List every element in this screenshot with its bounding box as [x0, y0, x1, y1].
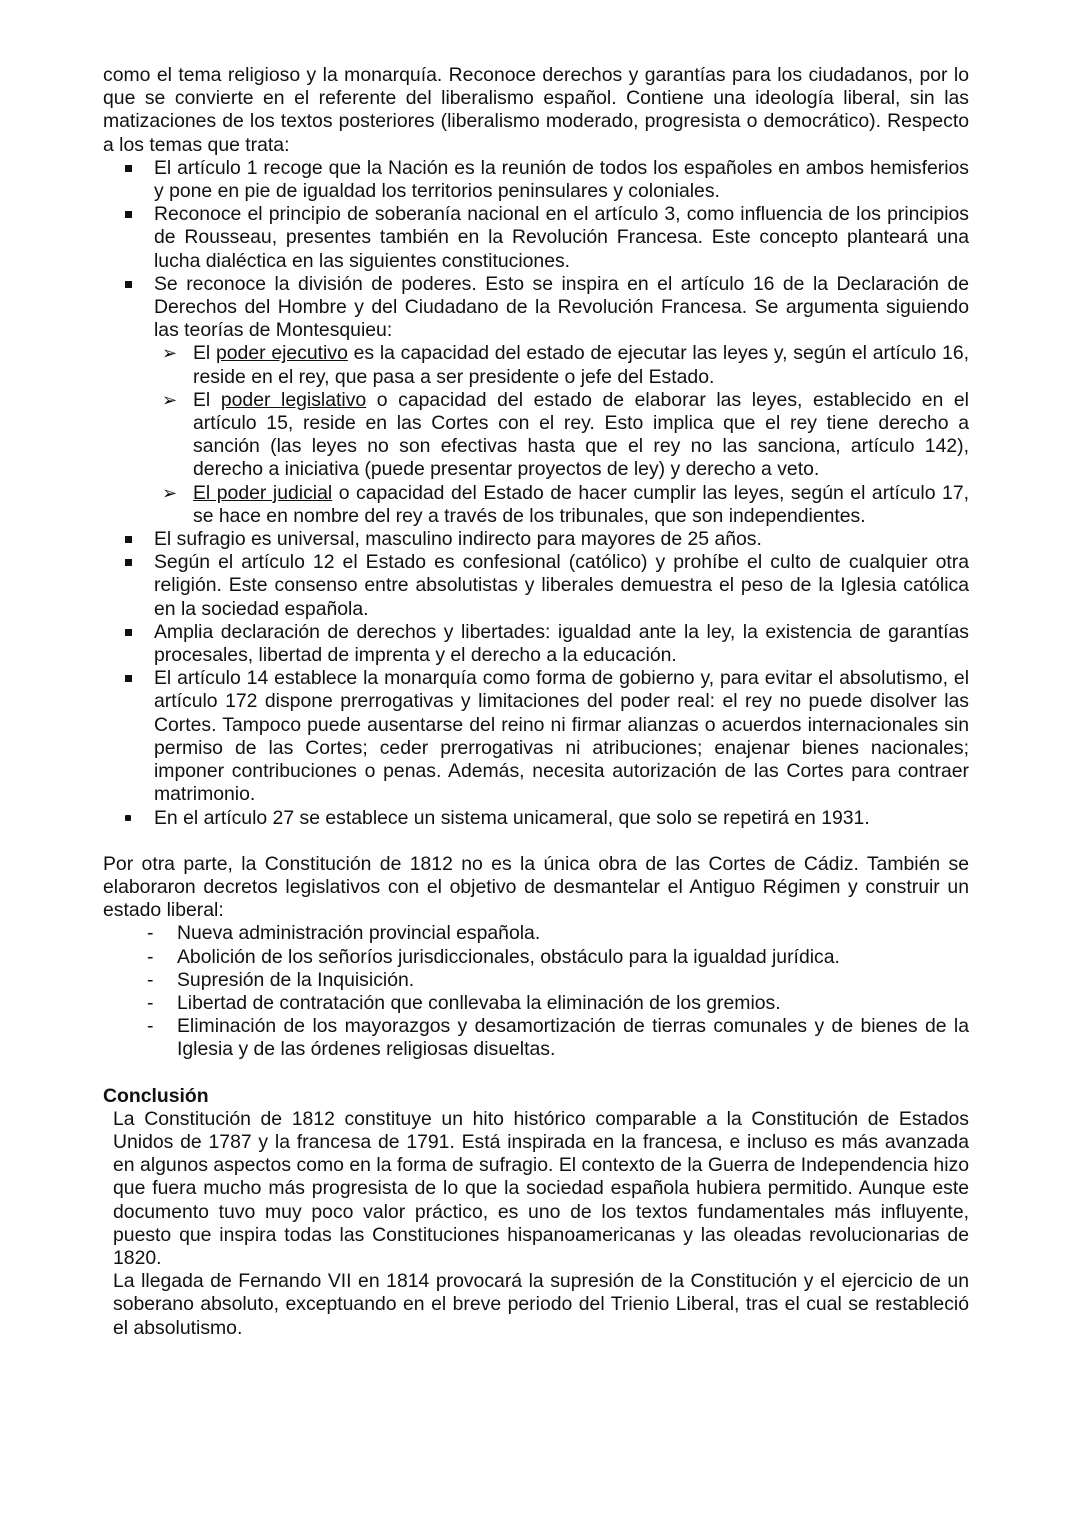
list-item: El artículo 1 recoge que la Nación es la reunión de todos los españoles en ambos hemisferios y pone en pie de igualdad los territorios peninsulares y coloniales. [103, 157, 969, 203]
conclusion-paragraph-2: La llegada de Fernando VII en 1814 provocará la supresión de la Constitución y el ejercicio de un soberano absoluto, exceptuando en el breve periodo del Trienio Liberal, tras el cual se restableció el absolutismo. [113, 1270, 969, 1339]
sublist-item-executive: ➢ El poder ejecutivo es la capacidad del estado de ejecutar las leyes y, según el artículo 16, reside en el rey, que pasa a ser presidente o jefe del Estado. [154, 342, 969, 388]
list-item-text: Se reconoce la división de poderes. Esto se inspira en el artículo 16 de la Declaración de Derechos del Hombre y del Ciudadano de la Revolución Francesa. Se argumenta siguiendo las teorías de Montesquieu: [154, 272, 969, 342]
list-item: El artículo 14 establece la monarquía como forma de gobierno y, para evitar el absolutismo, el artículo 172 dispone prerrogativas y limitaciones del poder real: el rey no puede disolver las Cortes. Tampoco puede ausentarse del reino ni firmar alianzas o acuerdos internacionales sin permiso de las Cortes; ceder prerrogativas ni atribuciones; enajenar bienes nacionales; imponer contribuciones o penas. Además, necesita autorización de las Cortes para contraer matrimonio. [103, 667, 969, 806]
decrees-list [103, 922, 969, 1061]
underlined-term: poder ejecutivo [215, 342, 348, 365]
list-item: El sufragio es universal, masculino indirecto para mayores de 25 años. [103, 528, 969, 551]
sublist-item-judicial: ➢ El poder judicial o capacidad del Estado de hacer cumplir las leyes, según el artículo 17, se hace en nombre del rey a través de los tribunales, que son independientes. [154, 482, 969, 528]
conclusion-body [103, 1108, 969, 1340]
conclusion-heading: Conclusión [103, 1084, 209, 1107]
decrees-paragraph: Por otra parte, la Constitución de 1812 no es la única obra de las Cortes de Cádiz. También se elaboraron decretos legislativos con el objetivo de desmantelar el Antiguo Régimen y construir un estado liberal: [103, 852, 969, 922]
decree-item: - Supresión de la Inquisición. [103, 969, 969, 992]
list-item: En el artículo 27 se establece un sistema unicameral, que solo se repetirá en 1931. [103, 807, 969, 830]
list-item: Amplia declaración de derechos y libertades: igualdad ante la ley, la existencia de garantías procesales, libertad de imprenta y el derecho a la educación. [103, 621, 969, 667]
decree-item: - Eliminación de los mayorazgos y desamortización de tierras comunales y de bienes de la Iglesia y de las órdenes religiosas disueltas. [103, 1015, 969, 1061]
underlined-term: poder legislativo [220, 388, 367, 411]
powers-sublist [154, 342, 969, 528]
list-item: Reconoce el principio de soberanía nacional en el artículo 3, como influencia de los principios de Rousseau, presentes también en la Revolución Francesa. Este concepto planteará una lucha dialéctica en las siguientes constituciones. [103, 203, 969, 273]
document-page [103, 64, 969, 1340]
intro-paragraph: como el tema religioso y la monarquía. Reconoce derechos y garantías para los ciudadanos, por lo que se convierte en el referente del liberalismo español. Contiene una ideología liberal, sin las matizaciones de los textos posteriores (liberalismo moderado, progresista o democrático). Respecto a los temas que trata: [103, 64, 969, 156]
decree-item: - Nueva administración provincial española. [103, 922, 969, 945]
sublist-item-legislative: ➢ El poder legislativo o capacidad del estado de elaborar las leyes, establecido en el artículo 15, reside en las Cortes con el rey. Esto implica que el rey tiene derecho a sanción (las leyes no son efectivas hasta que el rey no las sanciona, artículo 142), derecho a iniciativa (puede presentar proyectos de ley) y derecho a veto. [154, 389, 969, 482]
list-item [103, 273, 969, 528]
decree-item: - Libertad de contratación que conllevaba la eliminación de los gremios. [103, 992, 969, 1015]
constitution-features-list [103, 157, 969, 830]
underlined-term: El poder judicial [193, 481, 333, 504]
conclusion-paragraph-1: La Constitución de 1812 constituye un hito histórico comparable a la Constitución de Estados Unidos de 1787 y la francesa de 1791. Está inspirada en la francesa, e incluso es más avanzada en algunos aspectos como en la forma de sufragio. El contexto de la Guerra de Independencia hizo que fuera mucho más progresista de lo que la sociedad española hubiera permitido. Aunque este documento tuvo muy poco valor práctico, es uno de los textos fundamentales más influyente, puesto que inspira todas las Constituciones hispanoamericanas y las oleadas revolucionarias de 1820. [113, 1107, 969, 1269]
list-item: Según el artículo 12 el Estado es confesional (católico) y prohíbe el culto de cualquier otra religión. Este consenso entre absolutistas y liberales demuestra el peso de la Iglesia católica en la sociedad española. [103, 551, 969, 621]
decree-item: - Abolición de los señoríos jurisdiccionales, obstáculo para la igualdad jurídica. [103, 946, 969, 969]
